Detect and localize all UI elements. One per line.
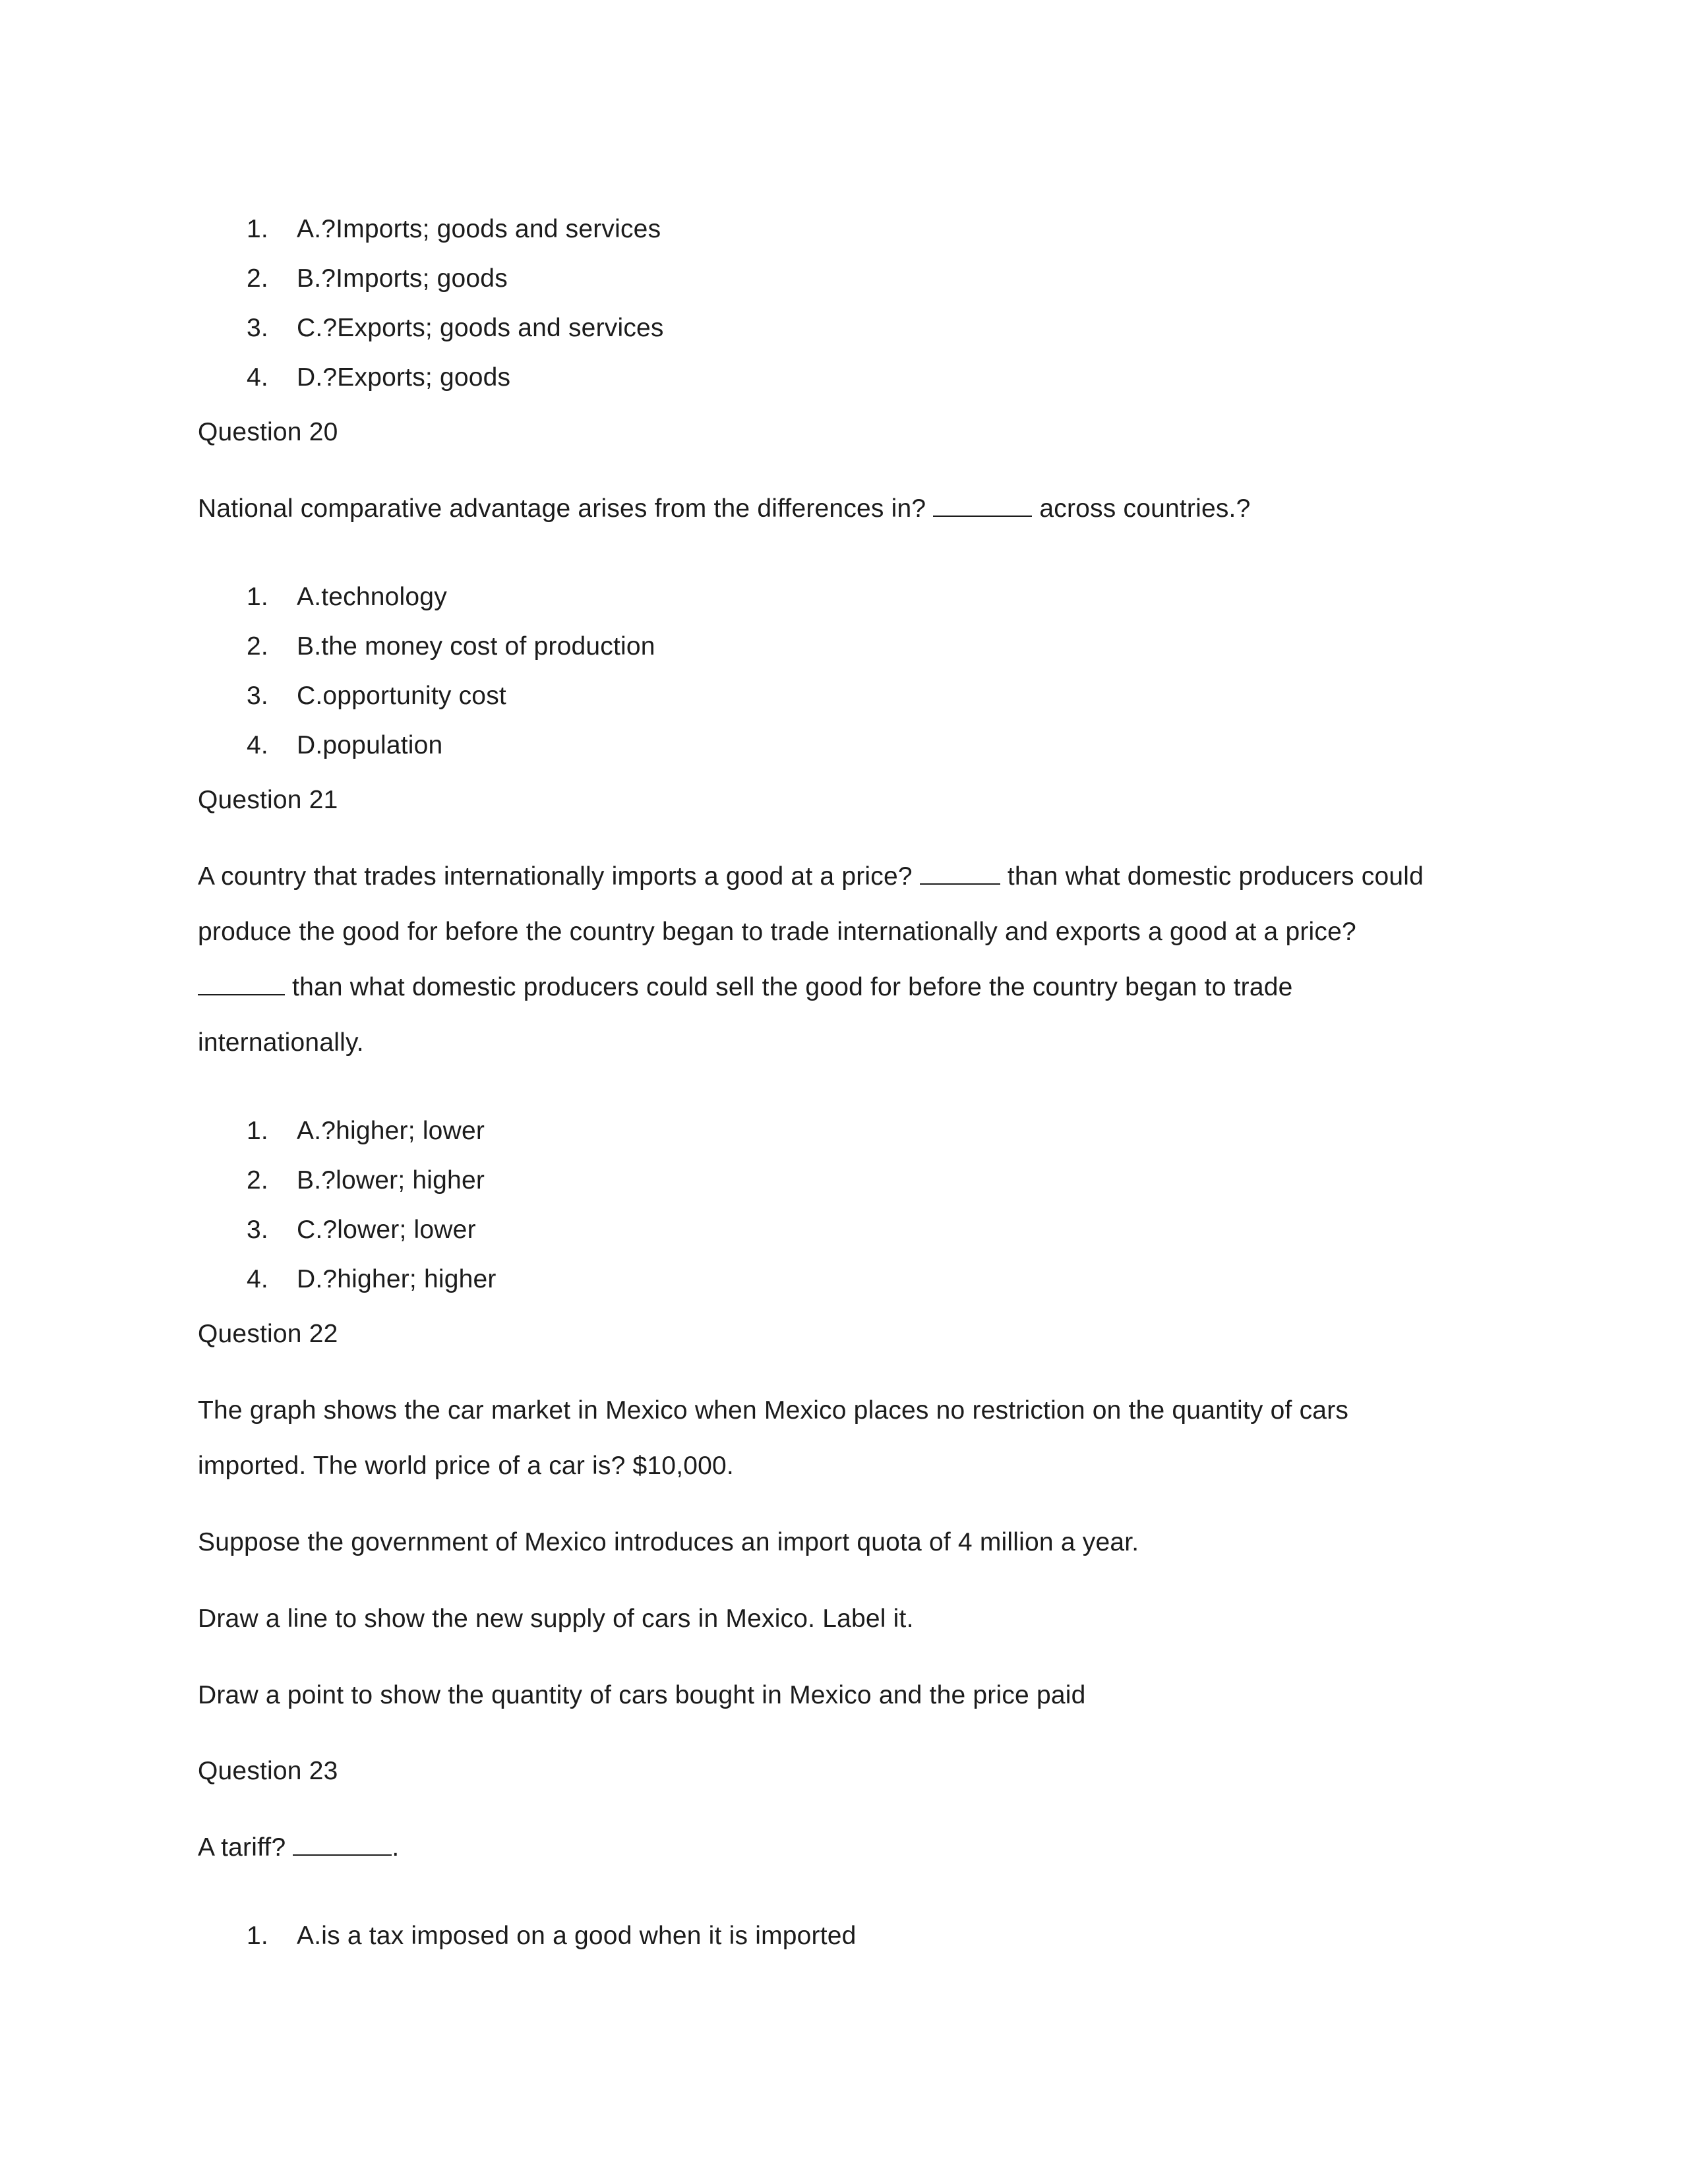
list-item (247, 312, 664, 344)
option-text: A.?Imports; goods and services (297, 215, 661, 243)
question-text-part: across countries.? (1039, 494, 1251, 523)
option-text: D.?Exports; goods (297, 363, 511, 392)
list-item (247, 1264, 497, 1295)
question-text: Draw a point to show the quantity of cars bought in Mexico and the price paid (198, 1681, 1086, 1709)
list-item (247, 1165, 485, 1196)
option-text: D.?higher; higher (297, 1265, 497, 1293)
question-heading: Question 20 (198, 418, 338, 446)
option-text: B.?lower; higher (297, 1166, 485, 1195)
option-text: B.the money cost of production (297, 632, 655, 661)
question-text-part: than what domestic producers could sell the good for before the country began to trade (292, 973, 1293, 1001)
list-item (247, 1115, 485, 1147)
question-heading: Question 21 (198, 786, 338, 814)
option-text: B.?Imports; goods (297, 264, 508, 293)
answer-blank (920, 861, 1000, 885)
list-number: 2. (247, 1166, 268, 1195)
question-heading: Question 23 (198, 1757, 338, 1785)
list-number: 3. (247, 682, 268, 710)
question-text (198, 1832, 399, 1864)
answer-blank (293, 1832, 392, 1856)
option-text: C.?Exports; goods and services (297, 314, 664, 342)
list-number: 3. (247, 314, 268, 342)
question-text (198, 493, 1250, 525)
question-text-part: National comparative advantage arises from the differences in? (198, 494, 926, 523)
answer-blank (198, 972, 285, 995)
question-text-part: A tariff? (198, 1833, 286, 1862)
list-number: 4. (247, 1265, 268, 1293)
question-text (198, 861, 1424, 893)
option-text: C.?lower; lower (297, 1216, 476, 1244)
list-item (247, 263, 508, 295)
option-text: A.is a tax imposed on a good when it is imported (297, 1922, 857, 1950)
option-text: D.population (297, 731, 443, 759)
list-number: 4. (247, 363, 268, 392)
question-text-part: than what domestic producers could (1007, 862, 1424, 891)
list-item (247, 214, 661, 245)
answer-blank (933, 493, 1032, 517)
list-number: 4. (247, 731, 268, 759)
list-number: 2. (247, 632, 268, 661)
list-item (247, 631, 655, 663)
question-heading: Question 22 (198, 1320, 338, 1348)
question-text (198, 972, 1293, 1003)
question-text: produce the good for before the country began to trade internationally and exports a good at a price? (198, 918, 1356, 946)
list-number: 1. (247, 215, 268, 243)
option-text: A.?higher; lower (297, 1117, 485, 1145)
list-number: 1. (247, 1117, 268, 1145)
list-number: 3. (247, 1216, 268, 1244)
question-text: internationally. (198, 1028, 364, 1057)
list-item (247, 1920, 857, 1952)
list-number: 2. (247, 264, 268, 293)
option-text: C.opportunity cost (297, 682, 506, 710)
option-text: A.technology (297, 583, 447, 611)
list-item (247, 680, 506, 712)
list-item (247, 730, 442, 761)
question-text: Suppose the government of Mexico introduces an import quota of 4 million a year. (198, 1528, 1139, 1556)
list-number: 1. (247, 1922, 268, 1950)
list-item (247, 362, 510, 394)
question-text: imported. The world price of a car is? $10,000. (198, 1452, 734, 1480)
list-item (247, 581, 447, 613)
question-text-part: A country that trades internationally imports a good at a price? (198, 862, 913, 891)
list-number: 1. (247, 583, 268, 611)
question-text: The graph shows the car market in Mexico when Mexico places no restriction on the quantity of cars (198, 1396, 1349, 1425)
question-text: Draw a line to show the new supply of cars in Mexico. Label it. (198, 1605, 914, 1633)
list-item (247, 1214, 476, 1246)
question-text-part: . (392, 1833, 400, 1862)
